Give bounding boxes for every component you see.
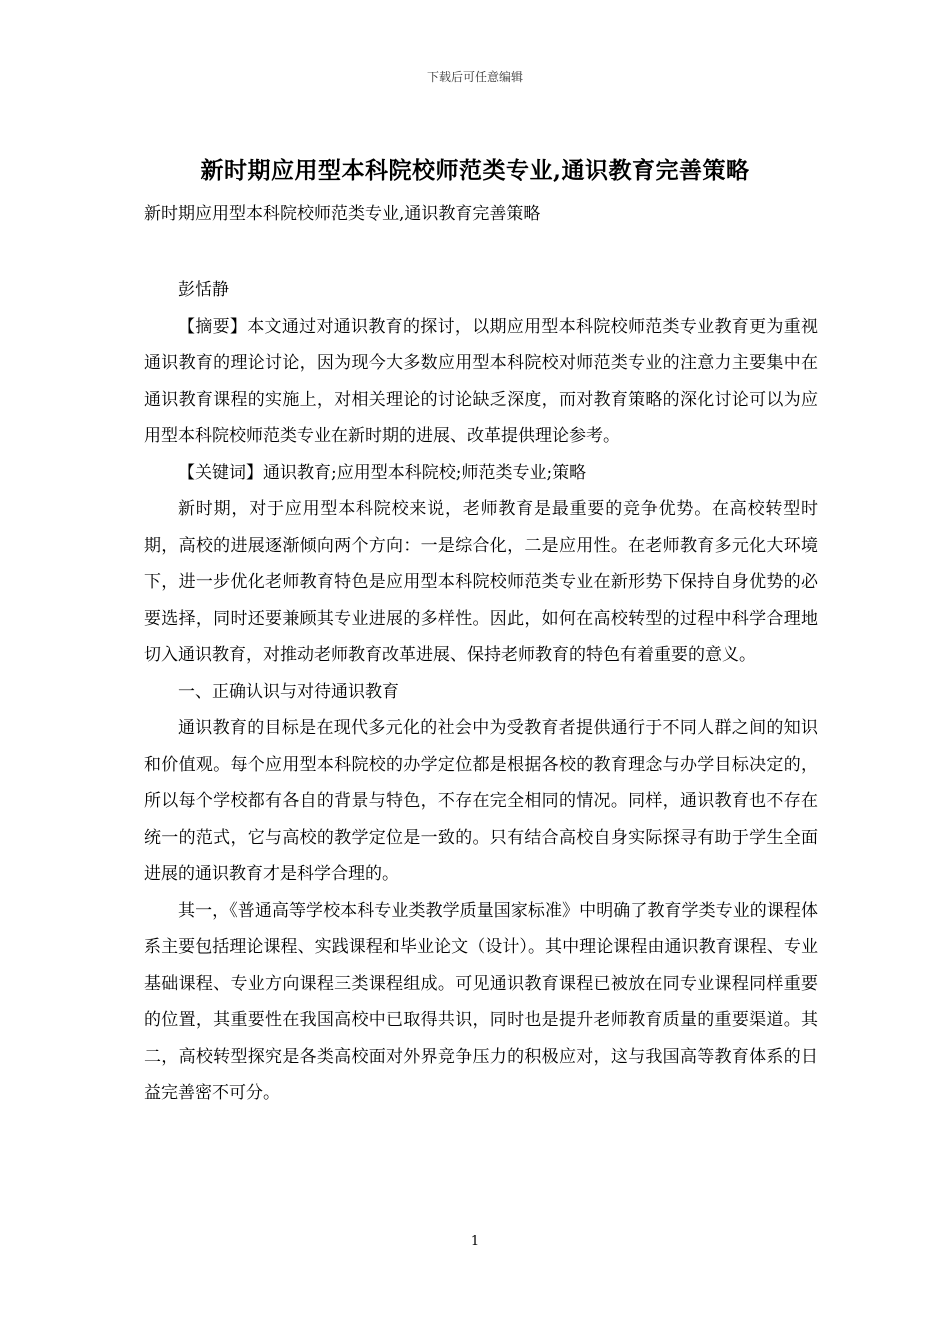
section-heading: 一、正确认识与对待通识教育 <box>178 681 399 702</box>
document-body <box>144 272 818 1112</box>
page-number: 1 <box>470 1234 480 1249</box>
author-name: 彭恬静 <box>178 280 229 300</box>
page-header-note: 下载后可任意编辑 <box>426 70 523 84</box>
abstract-paragraph: 【摘要】本文通过对通识教育的探讨，以期应用型本科院校师范类专业教育更为重视通识教育的理论讨论，因为现今大多数应用型本科院校对师范类专业的注意力主要集中在通识教育课程的实施上，对相关理论的讨论缺乏深度，而对教育策略的深化讨论可以为应用型本科院校师范类专业在新时期的进展、改革提供理论参考。 <box>144 316 818 446</box>
document-subtitle: 新时期应用型本科院校师范类专业,通识教育完善策略 <box>144 204 541 224</box>
keywords-paragraph: 【关键词】通识教育;应用型本科院校;师范类专业;策略 <box>178 462 587 483</box>
body-paragraph: 新时期，对于应用型本科院校来说，老师教育是最重要的竞争优势。在高校转型时期，高校的进展逐渐倾向两个方向：一是综合化，二是应用性。在老师教育多元化大环境下，进一步优化老师教育特色是应用型本科院校师范类专业在新形势下保持自身优势的必要选择，同时还要兼顾其专业进展的多样性。因此，如何在高校转型的过程中科学合理地切入通识教育，对推动老师教育改革进展、保持老师教育的特色有着重要的意义。 <box>144 499 818 665</box>
body-paragraph: 通识教育的目标是在现代多元化的社会中为受教育者提供通行于不同人群之间的知识和价值观。每个应用型本科院校的办学定位都是根据各校的教育理念与办学目标决定的，所以每个学校都有各自的背景与特色，不存在完全相同的情况。同样，通识教育也不存在统一的范式，它与高校的教学定位是一致的。只有结合高校自身实际探寻有助于学生全面进展的通识教育才是科学合理的。 <box>144 718 818 884</box>
document-title: 新时期应用型本科院校师范类专业,通识教育完善策略 <box>200 157 750 184</box>
body-paragraph: 其一，《普通高等学校本科专业类教学质量国家标准》中明确了教育学类专业的课程体系主要包括理论课程、实践课程和毕业论文（设计）。其中理论课程由通识教育课程、专业基础课程、专业方向课程三类课程组成。可见通识教育课程已被放在同专业课程同样重要的位置，其重要性在我国高校中已取得共识，同时也是提升老师教育质量的重要渠道。其二，高校转型探究是各类高校面对外界竞争压力的积极应对，这与我国高等教育体系的日益完善密不可分。 <box>144 900 818 1103</box>
